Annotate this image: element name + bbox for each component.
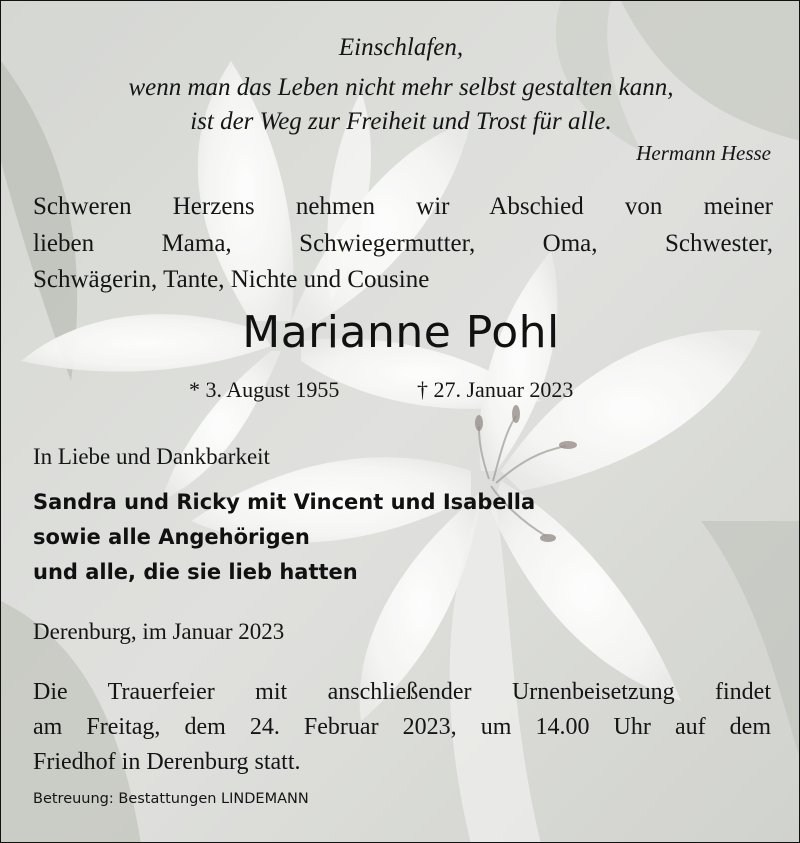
intro-line-1: Schweren Herzens nehmen wir Abschied von meiner — [33, 193, 773, 220]
intro-line-2: lieben Mama, Schwiegermutter, Oma, Schwester, — [33, 230, 773, 257]
death-date: † 27. Januar 2023 — [417, 377, 574, 402]
deceased-name: Marianne Pohl — [242, 307, 560, 358]
quote-author: Hermann Hesse — [636, 141, 771, 165]
mourners-line-2: sowie alle Angehörigen — [33, 525, 310, 549]
intro-line-3: Schwägerin, Tante, Nichte und Cousine — [33, 266, 430, 293]
ceremony-line-1: Die Trauerfeier mit anschließender Urnenbeisetzung findet — [33, 679, 771, 705]
birth-date: * 3. August 1955 — [189, 377, 340, 402]
mourners-intro: In Liebe und Dankbarkeit — [33, 444, 270, 469]
quote-line-2: wenn man das Leben nicht mehr selbst gestalten kann, — [128, 74, 674, 101]
funeral-home-credit: Betreuung: Bestattungen LINDEMANN — [33, 791, 309, 807]
quote-line-3: ist der Weg zur Freiheit und Trost für alle. — [190, 108, 612, 135]
ceremony-line-3: Friedhof in Derenburg statt. — [33, 749, 301, 775]
mourners-line-3: und alle, die sie lieb hatten — [33, 560, 358, 584]
place-date: Derenburg, im Januar 2023 — [33, 619, 285, 644]
ceremony-line-2: am Freitag, dem 24. Februar 2023, um 14.00 Uhr auf dem — [33, 714, 771, 740]
mourners-line-1: Sandra und Ricky mit Vincent und Isabella — [33, 490, 536, 514]
quote-line-1: Einschlafen, — [338, 34, 464, 61]
